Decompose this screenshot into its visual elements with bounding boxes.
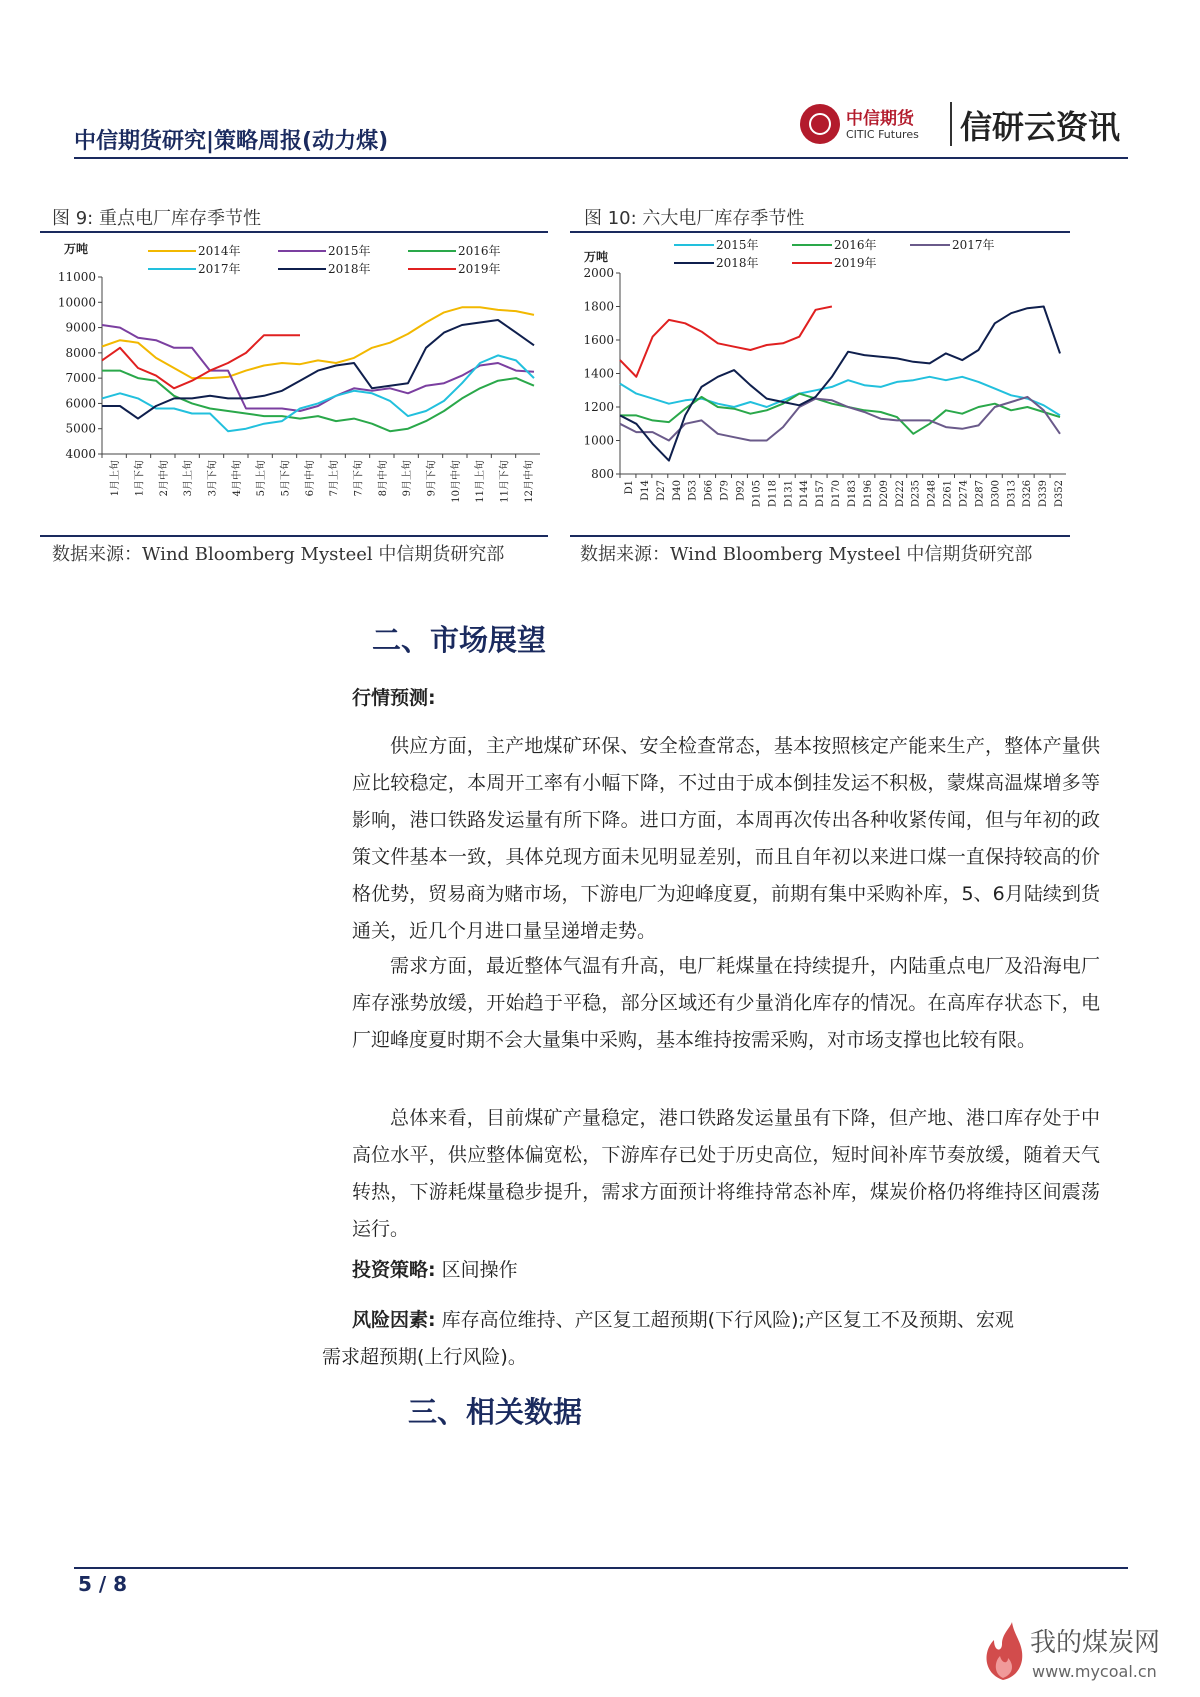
y-tick-label: 2000 (583, 266, 614, 280)
x-tick-label: 4月中旬 (231, 460, 243, 497)
x-tick-label: D300 (990, 480, 1002, 508)
x-tick-label: D183 (846, 480, 858, 508)
logo-company-name: 中信期货 (846, 109, 914, 129)
x-tick-label: D53 (687, 480, 699, 501)
x-tick-label: 11月下旬 (499, 460, 511, 503)
y-tick-label: 1800 (583, 299, 614, 314)
x-tick-label: D92 (735, 480, 747, 501)
paragraph-supply: 供应方面，主产地煤矿环保、安全检查常态，基本按照核定产能来生产，整体产量供应比较稳定，本周开工率有小幅下降，不过由于成本倒挂发运不积极，蒙煤高温煤增多等影响，港口铁路发运量有所下降。进口方面，本周再次传出各种收紧传闻，但与年初的政策文件基本一致，具体兑现方面未见明显差别，而且自年初以来进口煤一直保持较高的价格优势，贸易商为赌市场，下游电厂为迎峰度夏，前期有集中采购补库，5、6月陆续到货通关，近几个月进口量呈递增走势。 (352, 735, 1100, 942)
figure-10-bottom-rule (570, 535, 1070, 537)
x-tick-label: 11月上旬 (475, 460, 487, 503)
series-line-2019年 (102, 335, 300, 388)
x-tick-label: D274 (958, 480, 970, 508)
series-line-2014年 (102, 307, 534, 378)
risk-line (322, 1302, 1018, 1376)
logo-english-name: CITIC Futures (846, 128, 919, 141)
footer-rule (74, 1567, 1128, 1569)
x-tick-label: 6月中旬 (304, 460, 316, 497)
x-tick-label: D339 (1038, 480, 1050, 508)
x-tick-label: D157 (815, 480, 827, 508)
y-tick-label: 1200 (583, 400, 614, 414)
figure-10-title: 图 10: 六大电厂库存季节性 (584, 208, 805, 229)
series-line-2019年 (620, 307, 832, 377)
x-tick-label: D79 (719, 480, 731, 501)
y-tick-label: 11000 (57, 270, 96, 284)
x-tick-label: D222 (894, 480, 906, 508)
figure-9-chart (40, 233, 548, 533)
legend-label: 2017年 (198, 262, 241, 276)
figure-9-source: 数据来源：Wind Bloomberg Mysteel 中信期货研究部 (52, 544, 505, 565)
x-tick-label: 8月中旬 (377, 460, 389, 497)
y-tick-label: 6000 (65, 396, 96, 411)
x-tick-label: 7月上旬 (329, 460, 341, 497)
x-tick-label: 5月上旬 (256, 460, 268, 497)
legend-label: 2016年 (834, 238, 877, 252)
x-tick-label: 9月上旬 (402, 460, 414, 497)
y-tick-label: 5000 (65, 421, 96, 436)
y-tick-label: 7000 (65, 371, 96, 386)
figure-9-title: 图 9: 重点电厂库存季节性 (52, 208, 261, 229)
legend-label: 2016年 (458, 244, 501, 258)
legend-label: 2019年 (834, 256, 877, 270)
y-axis-unit-label: 万吨 (584, 250, 609, 264)
figure-10-source: 数据来源：Wind Bloomberg Mysteel 中信期货研究部 (580, 544, 1033, 565)
x-tick-label: D196 (862, 480, 874, 508)
x-tick-label: 9月下旬 (426, 460, 438, 497)
series-line-2015年 (620, 377, 1060, 416)
y-tick-label: 4000 (65, 447, 96, 461)
series-line-2015年 (102, 325, 534, 411)
x-tick-label: D248 (926, 480, 938, 508)
x-tick-label: D287 (974, 480, 986, 508)
x-tick-label: D27 (655, 480, 667, 501)
x-tick-label: D209 (878, 480, 890, 508)
strategy-value: 区间操作 (441, 1259, 518, 1281)
legend-label: 2017年 (952, 238, 995, 252)
x-tick-label: D14 (639, 480, 651, 501)
forecast-label: 行情预测: (352, 687, 436, 709)
figure-9-bottom-rule (40, 535, 548, 537)
legend-label: 2015年 (328, 244, 371, 258)
risk-value: 库存高位维持、产区复工超预期(下行风险);产区复工不及预期、宏观需求超预期(上行风险)。 (322, 1309, 1014, 1368)
x-tick-label: D170 (831, 480, 843, 508)
x-tick-label: 3月下旬 (207, 460, 219, 497)
x-tick-label: 1月上旬 (110, 460, 122, 497)
watermark-site-name: 我的煤炭网 (1030, 1628, 1161, 1658)
x-tick-label: D40 (671, 480, 683, 501)
x-tick-label: 10月中旬 (450, 460, 462, 503)
risk-label: 风险因素: (352, 1309, 436, 1331)
y-tick-label: 1400 (583, 366, 614, 381)
x-tick-label: D313 (1006, 480, 1018, 508)
report-header-title: 中信期货研究|策略周报(动力煤) (74, 129, 389, 154)
x-tick-label: D105 (751, 480, 763, 508)
x-tick-label: D131 (783, 480, 795, 508)
x-tick-label: D118 (767, 480, 779, 508)
paragraph-summary: 总体来看，目前煤矿产量稳定，港口铁路发运量虽有下降，但产地、港口库存处于中高位水平，供应整体偏宽松，下游库存已处于历史高位，短时间补库节奏放缓，随着天气转热，下游耗煤量稳步提升，需求方面预计将维持常态补库，煤炭价格仍将维持区间震荡运行。 (352, 1107, 1100, 1240)
legend-label: 2019年 (458, 262, 501, 276)
citic-emblem-icon (800, 104, 840, 144)
legend-label: 2018年 (716, 256, 759, 270)
legend-label: 2018年 (328, 262, 371, 276)
header-rule (74, 157, 1128, 159)
x-tick-label: 3月上旬 (183, 460, 195, 497)
strategy-label: 投资策略: (352, 1259, 436, 1281)
legend-label: 2014年 (198, 244, 241, 258)
paragraph-demand: 需求方面，最近整体气温有升高，电厂耗煤量在持续提升，内陆重点电厂及沿海电厂库存涨势放缓，开始趋于平稳，部分区域还有少量消化库存的情况。在高库存状态下，电厂迎峰度夏时期不会大量集中采购，基本维持按需采购，对市场支撑也比较有限。 (352, 955, 1100, 1051)
y-tick-label: 10000 (57, 295, 96, 310)
x-tick-label: D352 (1054, 480, 1066, 508)
logo-separator (950, 102, 952, 146)
x-tick-label: 1月下旬 (134, 460, 146, 497)
x-tick-label: D66 (703, 480, 715, 501)
mycoal-watermark (958, 1622, 1188, 1692)
y-tick-label: 9000 (65, 320, 96, 335)
x-tick-label: D235 (910, 480, 922, 508)
citic-logo (800, 100, 1130, 156)
x-tick-label: D326 (1022, 480, 1034, 508)
y-tick-label: 1000 (583, 433, 614, 448)
page-number: 5 / 8 (78, 1572, 128, 1596)
section-heading-data: 三、相关数据 (408, 1395, 583, 1429)
x-tick-label: 2月中旬 (158, 460, 170, 497)
x-tick-label: 12月中旬 (523, 460, 535, 503)
flame-logo-icon (980, 1622, 1026, 1682)
legend-label: 2015年 (716, 238, 759, 252)
logo-brand-name: 信研云资讯 (960, 108, 1121, 146)
y-tick-label: 800 (591, 467, 614, 481)
y-tick-label: 8000 (65, 345, 96, 360)
strategy-line (352, 1252, 518, 1289)
y-tick-label: 1600 (583, 333, 614, 347)
x-tick-label: D144 (799, 480, 811, 508)
x-tick-label: 5月下旬 (280, 460, 292, 497)
x-tick-label: D261 (942, 480, 954, 508)
y-axis-unit-label: 万吨 (64, 242, 89, 256)
x-tick-label: D1 (623, 480, 635, 495)
watermark-url: www.mycoal.cn (1032, 1662, 1157, 1681)
figure-10-chart (570, 233, 1070, 533)
x-tick-label: 7月下旬 (353, 460, 365, 497)
section-heading-outlook: 二、市场展望 (372, 623, 547, 657)
